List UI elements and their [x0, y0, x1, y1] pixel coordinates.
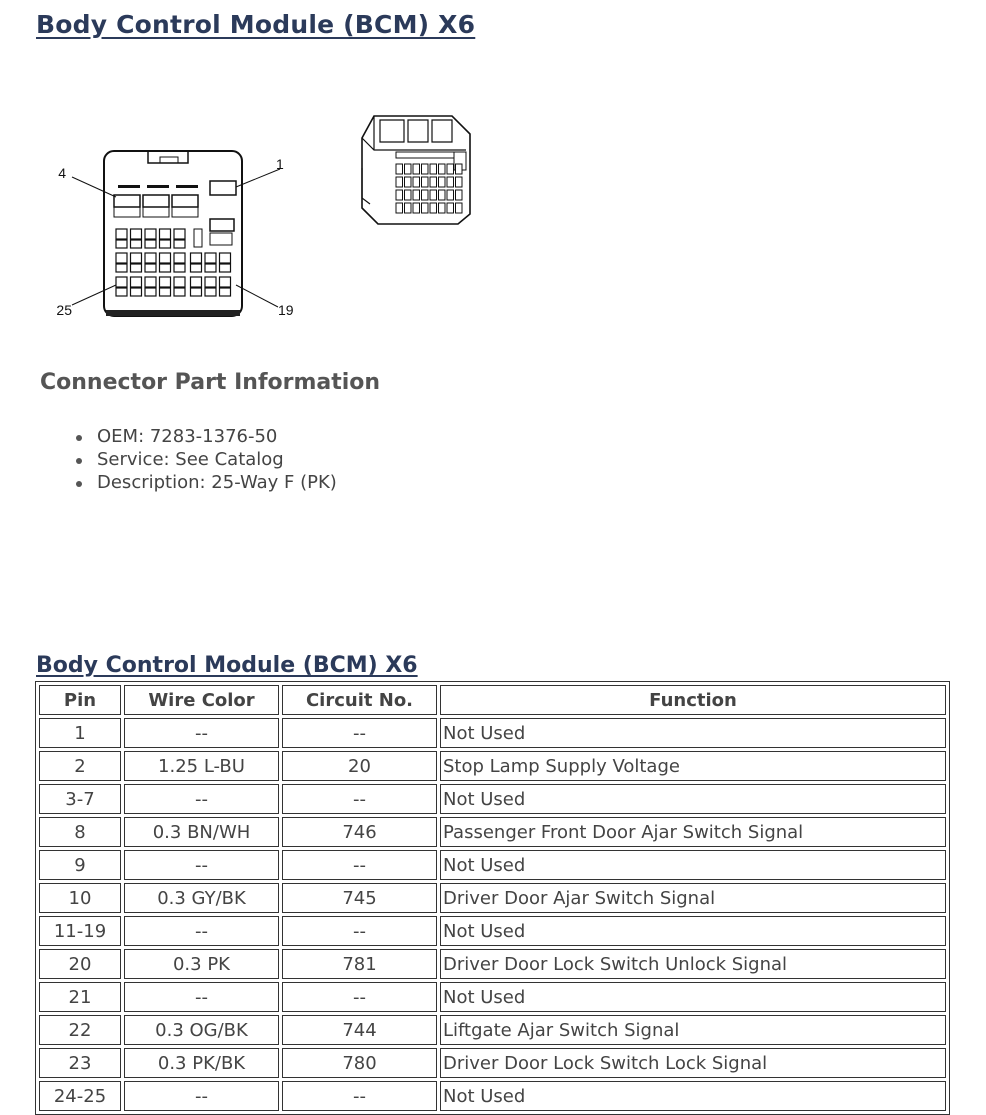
cell-function: Not Used — [440, 982, 946, 1012]
cell-wire-color: -- — [124, 850, 279, 880]
terminal-cavity — [145, 277, 156, 287]
table-row — [39, 784, 946, 814]
terminal-cavity — [405, 177, 412, 187]
cell-circuit: -- — [282, 1081, 437, 1111]
cell-pin: 24-25 — [39, 1081, 121, 1111]
column-header-pin: Pin — [39, 685, 121, 715]
cell-circuit: -- — [282, 850, 437, 880]
table-row — [39, 718, 946, 748]
cell-pin: 3-7 — [39, 784, 121, 814]
terminal-cavity — [205, 264, 216, 272]
table-row — [39, 817, 946, 847]
terminal-cavity — [191, 253, 202, 263]
cell-function: Driver Door Ajar Switch Signal — [440, 883, 946, 913]
terminal-cavity — [160, 253, 171, 263]
terminal-cavity — [422, 177, 429, 187]
terminal-cavity — [413, 190, 420, 200]
terminal-cavity — [456, 177, 463, 187]
terminal-cavity — [220, 253, 231, 263]
terminal-cavity — [439, 190, 446, 200]
terminal-cavity — [220, 288, 231, 296]
terminal-cavity — [413, 164, 420, 174]
terminal-cavity — [396, 203, 403, 213]
connector-face-diagram — [50, 145, 310, 325]
callout-label: 1 — [276, 156, 284, 172]
terminal-cavity — [145, 264, 156, 272]
cell-circuit: -- — [282, 718, 437, 748]
terminal-cavity — [116, 240, 127, 248]
cell-wire-color: -- — [124, 1081, 279, 1111]
list-item: Description: 25-Way F (PK) — [97, 472, 337, 493]
cell-wire-color: 0.3 PK/BK — [124, 1048, 279, 1078]
terminal-cavity — [191, 288, 202, 296]
cell-function: Not Used — [440, 850, 946, 880]
terminal-cavity — [430, 177, 437, 187]
terminal-cavity — [430, 164, 437, 174]
terminal-cavity — [116, 277, 127, 287]
terminal-cavity — [191, 264, 202, 272]
terminal-cavity — [456, 164, 463, 174]
cell-circuit: 745 — [282, 883, 437, 913]
cell-wire-color: -- — [124, 718, 279, 748]
terminal-cavity — [131, 288, 142, 296]
terminal-cavity — [413, 177, 420, 187]
cell-pin: 2 — [39, 751, 121, 781]
cell-function: Not Used — [440, 1081, 946, 1111]
terminal-cavity — [220, 264, 231, 272]
terminal-cavity — [205, 288, 216, 296]
cell-pin: 22 — [39, 1015, 121, 1045]
cell-pin: 1 — [39, 718, 121, 748]
terminal-cavity — [396, 190, 403, 200]
terminal-cavity — [131, 229, 142, 239]
terminal-cavity — [405, 190, 412, 200]
callout-label: 4 — [58, 165, 66, 181]
terminal-cavity — [439, 177, 446, 187]
terminal-cavity — [396, 177, 403, 187]
cell-wire-color: 1.25 L-BU — [124, 751, 279, 781]
terminal-cavity — [220, 277, 231, 287]
column-header-circuit: Circuit No. — [282, 685, 437, 715]
cell-pin: 21 — [39, 982, 121, 1012]
cell-wire-color: -- — [124, 916, 279, 946]
table-row — [39, 850, 946, 880]
table-row — [39, 883, 946, 913]
section-heading: Connector Part Information — [40, 370, 381, 395]
terminal-cavity — [131, 240, 142, 248]
terminal-cavity — [439, 203, 446, 213]
connector-isometric-diagram — [356, 108, 476, 228]
table-row — [39, 1081, 946, 1111]
terminal-cavity — [447, 164, 454, 174]
terminal-cavity — [422, 203, 429, 213]
terminal-cavity — [174, 229, 185, 239]
cell-function: Liftgate Ajar Switch Signal — [440, 1015, 946, 1045]
table-row — [39, 949, 946, 979]
terminal-cavity — [145, 229, 156, 239]
column-header-function: Function — [440, 685, 946, 715]
terminal-cavity — [160, 240, 171, 248]
terminal-cavity — [430, 190, 437, 200]
cell-pin: 23 — [39, 1048, 121, 1078]
cell-circuit: -- — [282, 982, 437, 1012]
cell-pin: 10 — [39, 883, 121, 913]
terminal-cavity — [422, 164, 429, 174]
terminal-cavity — [131, 253, 142, 263]
table-row — [39, 982, 946, 1012]
terminal-cavity — [447, 203, 454, 213]
terminal-cavity — [116, 253, 127, 263]
cell-function: Not Used — [440, 916, 946, 946]
cell-pin: 11-19 — [39, 916, 121, 946]
terminal-cavity — [405, 203, 412, 213]
cell-function: Driver Door Lock Switch Lock Signal — [440, 1048, 946, 1078]
table-row — [39, 1015, 946, 1045]
cell-pin: 8 — [39, 817, 121, 847]
terminal-cavity — [174, 288, 185, 296]
terminal-cavity — [447, 190, 454, 200]
cell-pin: 9 — [39, 850, 121, 880]
column-header-wire-color: Wire Color — [124, 685, 279, 715]
terminal-cavity — [174, 240, 185, 248]
cell-wire-color: 0.3 GY/BK — [124, 883, 279, 913]
terminal-cavity — [145, 240, 156, 248]
cell-circuit: 780 — [282, 1048, 437, 1078]
terminal-cavity — [413, 203, 420, 213]
terminal-cavity — [116, 288, 127, 296]
terminal-cavity — [396, 164, 403, 174]
list-item: OEM: 7283-1376-50 — [97, 425, 337, 448]
terminal-cavity — [205, 277, 216, 287]
cell-pin: 20 — [39, 949, 121, 979]
terminal-cavity — [174, 253, 185, 263]
terminal-cavity — [174, 277, 185, 287]
pin-table — [35, 681, 950, 1115]
page-title: Body Control Module (BCM) X6 — [36, 10, 476, 39]
cell-function: Not Used — [440, 718, 946, 748]
terminal-cavity — [160, 277, 171, 287]
cell-circuit: 744 — [282, 1015, 437, 1045]
list-item: Service: See Catalog — [97, 448, 337, 471]
terminal-cavity — [145, 253, 156, 263]
table-row — [39, 751, 946, 781]
cell-function: Not Used — [440, 784, 946, 814]
terminal-cavity — [160, 288, 171, 296]
table-header-row — [39, 685, 946, 715]
cell-wire-color: -- — [124, 982, 279, 1012]
table-title: Body Control Module (BCM) X6 — [36, 653, 418, 678]
terminal-cavity — [174, 264, 185, 272]
terminal-cavity — [422, 190, 429, 200]
terminal-cavity — [439, 164, 446, 174]
cell-wire-color: 0.3 BN/WH — [124, 817, 279, 847]
terminal-cavity — [405, 164, 412, 174]
terminal-cavity — [456, 203, 463, 213]
cell-wire-color: -- — [124, 784, 279, 814]
terminal-cavity — [456, 190, 463, 200]
cell-function: Stop Lamp Supply Voltage — [440, 751, 946, 781]
terminal-cavity — [145, 288, 156, 296]
cell-wire-color: 0.3 PK — [124, 949, 279, 979]
table-row — [39, 1048, 946, 1078]
terminal-cavity — [430, 203, 437, 213]
terminal-cavity — [116, 264, 127, 272]
terminal-cavity — [191, 277, 202, 287]
cell-circuit: 781 — [282, 949, 437, 979]
table-row — [39, 916, 946, 946]
terminal-cavity — [131, 277, 142, 287]
callout-label: 25 — [56, 302, 72, 318]
terminal-cavity — [131, 264, 142, 272]
callout-label: 19 — [278, 302, 294, 318]
cell-circuit: 20 — [282, 751, 437, 781]
cell-circuit: -- — [282, 784, 437, 814]
connector-info-list — [97, 425, 337, 494]
terminal-cavity — [116, 229, 127, 239]
cell-function: Driver Door Lock Switch Unlock Signal — [440, 949, 946, 979]
cell-circuit: -- — [282, 916, 437, 946]
terminal-cavity — [447, 177, 454, 187]
terminal-cavity — [160, 264, 171, 272]
cell-circuit: 746 — [282, 817, 437, 847]
cell-function: Passenger Front Door Ajar Switch Signal — [440, 817, 946, 847]
terminal-cavity — [160, 229, 171, 239]
terminal-cavity — [205, 253, 216, 263]
cell-wire-color: 0.3 OG/BK — [124, 1015, 279, 1045]
